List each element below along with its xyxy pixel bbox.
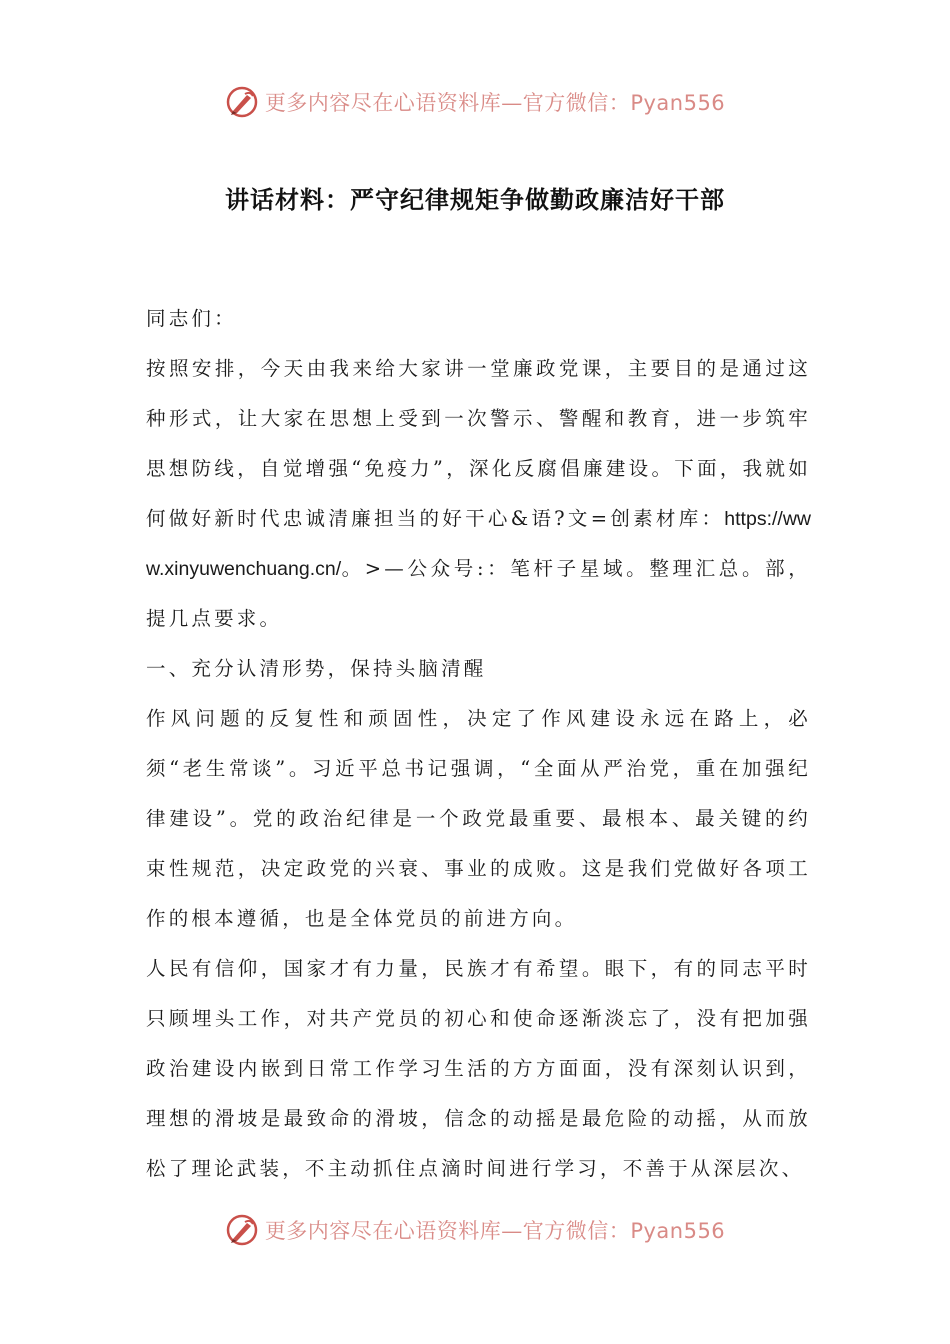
section-heading-1: 一、充分认清形势，保持头脑清醒 [146,657,487,680]
document-body [146,294,811,1194]
watermark-text: 更多内容尽在心语资料库—官方微信： [264,1219,631,1243]
watermark-account: Pyan556 [630,1219,726,1243]
document-title: 讲话材料：严守纪律规矩争做勤政廉洁好干部 [225,186,725,214]
pen-logo-icon [225,1213,259,1247]
paragraph-belief: 人民有信仰，国家才有力量，民族才有希望。眼下，有的同志平时只顾埋头工作，对共产党员的初心和使命逐渐淡忘了，没有把加强政治建设内嵌到日常工作学习生活的方方面面，没有深刻认识到，理想的滑坡是最致命的滑坡，信念的动摇是最危险的动摇，从而放松了理论武装，不主动抓住点滴时间进行学习，不善于从深层次、 [146,957,811,1180]
paragraph-intro-text: 按照安排，今天由我来给大家讲一堂廉政党课，主要目的是通过这种形式，让大家在思想上受到一次警示、警醒和教育，进一步筑牢思想防线，自觉增强“免疫力”，深化反腐倡廉建设。下面，我就如何做好新时代忠诚清廉担当的好干心&语?文=创素材库： [146,357,811,530]
watermark-text: 更多内容尽在心语资料库—官方微信： [264,91,631,115]
paragraph-discipline: 作风问题的反复性和顽固性，决定了作风建设永远在路上，必须“老生常谈”。习近平总书记强调，“全面从严治党，重在加强纪律建设”。党的政治纪律是一个政党最重要、最根本、最关键的约束性规范，决定政党的兴衰、事业的成败。这是我们党做好各项工作的根本遵循，也是全体党员的前进方向。 [146,707,811,930]
watermark-header [0,82,950,122]
paragraph-intro-tail: 。>—公众号:：笔杆子星域。整理汇总。部，提几点要求。 [146,557,811,630]
watermark-account: Pyan556 [630,91,726,115]
pen-logo-icon [225,85,259,119]
salutation: 同志们： [146,307,237,330]
source-link[interactable]: https://www.xinyuwenchuang.cn/ [146,508,811,580]
paragraph-intro [146,344,811,644]
watermark-footer [0,1210,950,1250]
